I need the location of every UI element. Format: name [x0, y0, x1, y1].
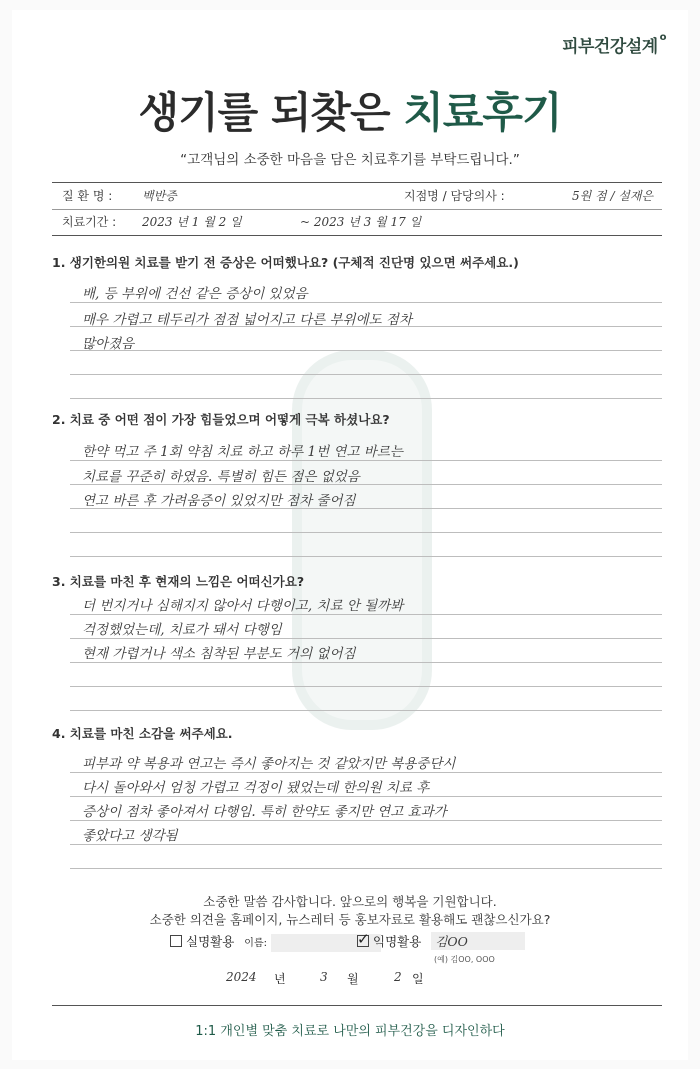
answer-2-line-3: 연고 바른 후 가려움증이 있었지만 점차 줄어짐: [82, 493, 356, 509]
check-icon: ✓: [357, 930, 370, 948]
branch-value: 5원 점 / 설재은: [572, 189, 654, 203]
info-row-patient: [52, 182, 662, 210]
question-4: 4. 치료를 마친 소감을 써주세요.: [52, 726, 233, 741]
review-form: [12, 10, 688, 1060]
anonymous-name-value: 김OO: [431, 932, 525, 950]
watermark-logo: [292, 350, 432, 730]
disease-label: 질 환 명 :: [62, 189, 113, 203]
answer-4-line-3: 증상이 점차 좋아져서 다행임. 특히 한약도 좋지만 연고 효과가: [82, 804, 447, 820]
question-1: 1. 생기한의원 치료를 받기 전 증상은 어떠했나요? (구체적 진단명 있으면 써주세요.): [52, 255, 519, 270]
answer-4-line-2: 다시 돌아와서 엄청 가렵고 걱정이 됐었는데 한의원 치료 후: [82, 780, 430, 796]
answer-1-line-1: 배, 등 부위에 건선 같은 증상이 있었음: [82, 286, 308, 302]
question-2: 2. 치료 중 어떤 점이 가장 힘들었으며 어떻게 극복 하셨나요?: [52, 412, 390, 427]
answer-1-line-3: 많아졌음: [82, 336, 135, 352]
date-day: 2: [394, 970, 402, 984]
real-name-checkbox[interactable]: [170, 935, 182, 947]
info-row-period: [52, 209, 662, 236]
answer-1-line-2: 매우 가렵고 테두리가 점점 넓어지고 다른 부위에도 점차: [82, 312, 412, 328]
date-day-label: 일: [412, 972, 424, 986]
answer-4-line-4: 좋았다고 생각됨: [82, 828, 178, 844]
branch-label: 지점명 / 담당의사 :: [404, 189, 505, 203]
date-month: 3: [320, 970, 328, 984]
answer-3-line-1: 더 번지거나 심해지지 않아서 다행이고, 치료 안 될까봐: [82, 598, 404, 614]
date-year-label: 년: [274, 972, 286, 986]
answer-4-line-1: 피부과 약 복용과 연고는 즉시 좋아지는 것 같았지만 복용중단시: [82, 756, 456, 772]
thanks-line-2: 소중한 의견을 홈페이지, 뉴스레터 등 홍보자료로 활용해도 괜찮으신가요?: [149, 912, 551, 927]
thanks-line-1: 소중한 말씀 감사합니다. 앞으로의 행복을 기원합니다.: [203, 894, 497, 909]
anonymous-option[interactable]: ✓ 익명활용 김OO: [357, 932, 525, 950]
footer-slogan: 1:1 개인별 맞춤 치료로 나만의 피부건강을 디자인하다: [195, 1024, 505, 1039]
period-end: ~ 2023 년 3 월 17 일: [300, 215, 422, 229]
date-year: 2024: [226, 970, 257, 984]
answer-2-line-2: 치료를 꾸준히 하였음. 특별히 힘든 점은 없었음: [82, 469, 360, 485]
page-title: 생기를 되찾은 치료후기: [138, 88, 562, 137]
example-note: (예) 김OO, OOO: [434, 955, 495, 964]
question-3: 3. 치료를 마친 후 현재의 느낌은 어떠신가요?: [52, 574, 305, 589]
anonymous-checkbox[interactable]: [357, 930, 370, 948]
period-start: 2023 년 1 월 2 일: [142, 215, 242, 229]
answer-3-line-3: 현재 가렵거나 색소 침착된 부분도 거의 없어짐: [82, 646, 356, 662]
page-subtitle: “고객님의 소중한 마음을 담은 치료후기를 부탁드립니다.”: [180, 152, 520, 168]
answer-3-line-2: 걱정했었는데, 치료가 돼서 다행임: [82, 622, 282, 638]
disease-value: 백반증: [142, 189, 177, 203]
brand-logo: 피부건강설계 $^o$: [562, 32, 666, 57]
date-month-label: 월: [347, 972, 359, 986]
period-label: 치료기간 :: [62, 215, 117, 229]
answer-2-line-1: 한약 먹고 주 1회 약침 치료 하고 하루 1번 연고 바르는: [82, 444, 403, 460]
real-name-option[interactable]: 실명활용 이름:: [170, 932, 381, 952]
